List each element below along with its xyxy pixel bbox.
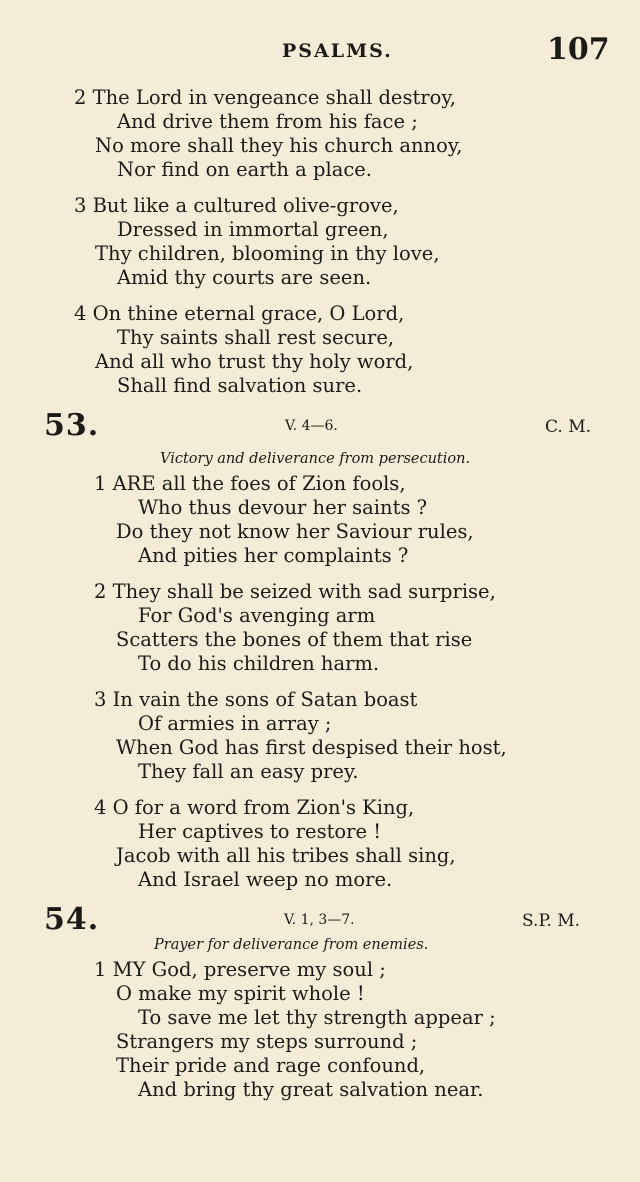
psalm-reference: V. 4—6.	[285, 418, 338, 434]
verse-line: Thy saints shall rest secure,	[117, 326, 395, 349]
verse-line: Do they not know her Saviour rules,	[116, 520, 474, 543]
verse-line: 2 They shall be seized with sad surprise,	[94, 580, 496, 603]
verse-line: To save me let thy strength appear ;	[138, 1006, 496, 1029]
verse-line: Their pride and rage confound,	[116, 1054, 426, 1077]
verse-line: 1 ARE all the foes of Zion fools,	[94, 472, 406, 495]
verse-line: And bring thy great salvation near.	[138, 1078, 484, 1101]
verse-line: Of armies in array ;	[138, 712, 332, 735]
verse-line: They fall an easy prey.	[138, 760, 359, 783]
verse-line: Shall find salvation sure.	[117, 374, 363, 397]
verse-line: When God has first despised their host,	[116, 736, 507, 759]
verse-line: Her captives to restore !	[138, 820, 382, 843]
verse-line: And drive them from his face ;	[117, 110, 418, 133]
verse-line: Scatters the bones of them that rise	[116, 628, 473, 651]
verse-line: Jacob with all his tribes shall sing,	[116, 844, 456, 867]
running-head: PSALMS.	[282, 40, 393, 62]
psalm-reference: V. 1, 3—7.	[284, 912, 355, 928]
verse-line: 3 But like a cultured olive-grove,	[74, 194, 399, 217]
verse-line: 4 On thine eternal grace, O Lord,	[74, 302, 405, 325]
psalm-number: 53.	[44, 408, 100, 443]
verse-line: And pities her complaints ?	[138, 544, 409, 567]
verse-line: Strangers my steps surround ;	[116, 1030, 418, 1053]
verse-line: And all who trust thy holy word,	[95, 350, 414, 373]
verse-line: Amid thy courts are seen.	[117, 266, 372, 289]
psalm-subtitle: Victory and deliverance from persecution.	[160, 451, 471, 467]
verse-line: Who thus devour her saints ?	[138, 496, 428, 519]
verse-line: 1 MY God, preserve my soul ;	[94, 958, 386, 981]
verse-line: 4 O for a word from Zion's King,	[94, 796, 415, 819]
verse-line: Dressed in immortal green,	[117, 218, 389, 241]
verse-line: 2 The Lord in vengeance shall destroy,	[74, 86, 456, 109]
psalm-number: 54.	[44, 902, 100, 937]
verse-line: For God's avenging arm	[138, 604, 376, 627]
psalm-subtitle: Prayer for deliverance from enemies.	[154, 937, 429, 953]
verse-line: Thy children, blooming in thy love,	[95, 242, 440, 265]
verse-line: And Israel weep no more.	[138, 868, 393, 891]
page-number: 107	[547, 32, 610, 67]
psalm-meter: C. M.	[545, 417, 592, 437]
verse-line: No more shall they his church annoy,	[95, 134, 463, 157]
verse-line: 3 In vain the sons of Satan boast	[94, 688, 418, 711]
psalm-meter: S.P. M.	[522, 911, 581, 931]
verse-line: To do his children harm.	[138, 652, 380, 675]
verse-line: O make my spirit whole !	[116, 982, 365, 1005]
verse-line: Nor find on earth a place.	[117, 158, 372, 181]
